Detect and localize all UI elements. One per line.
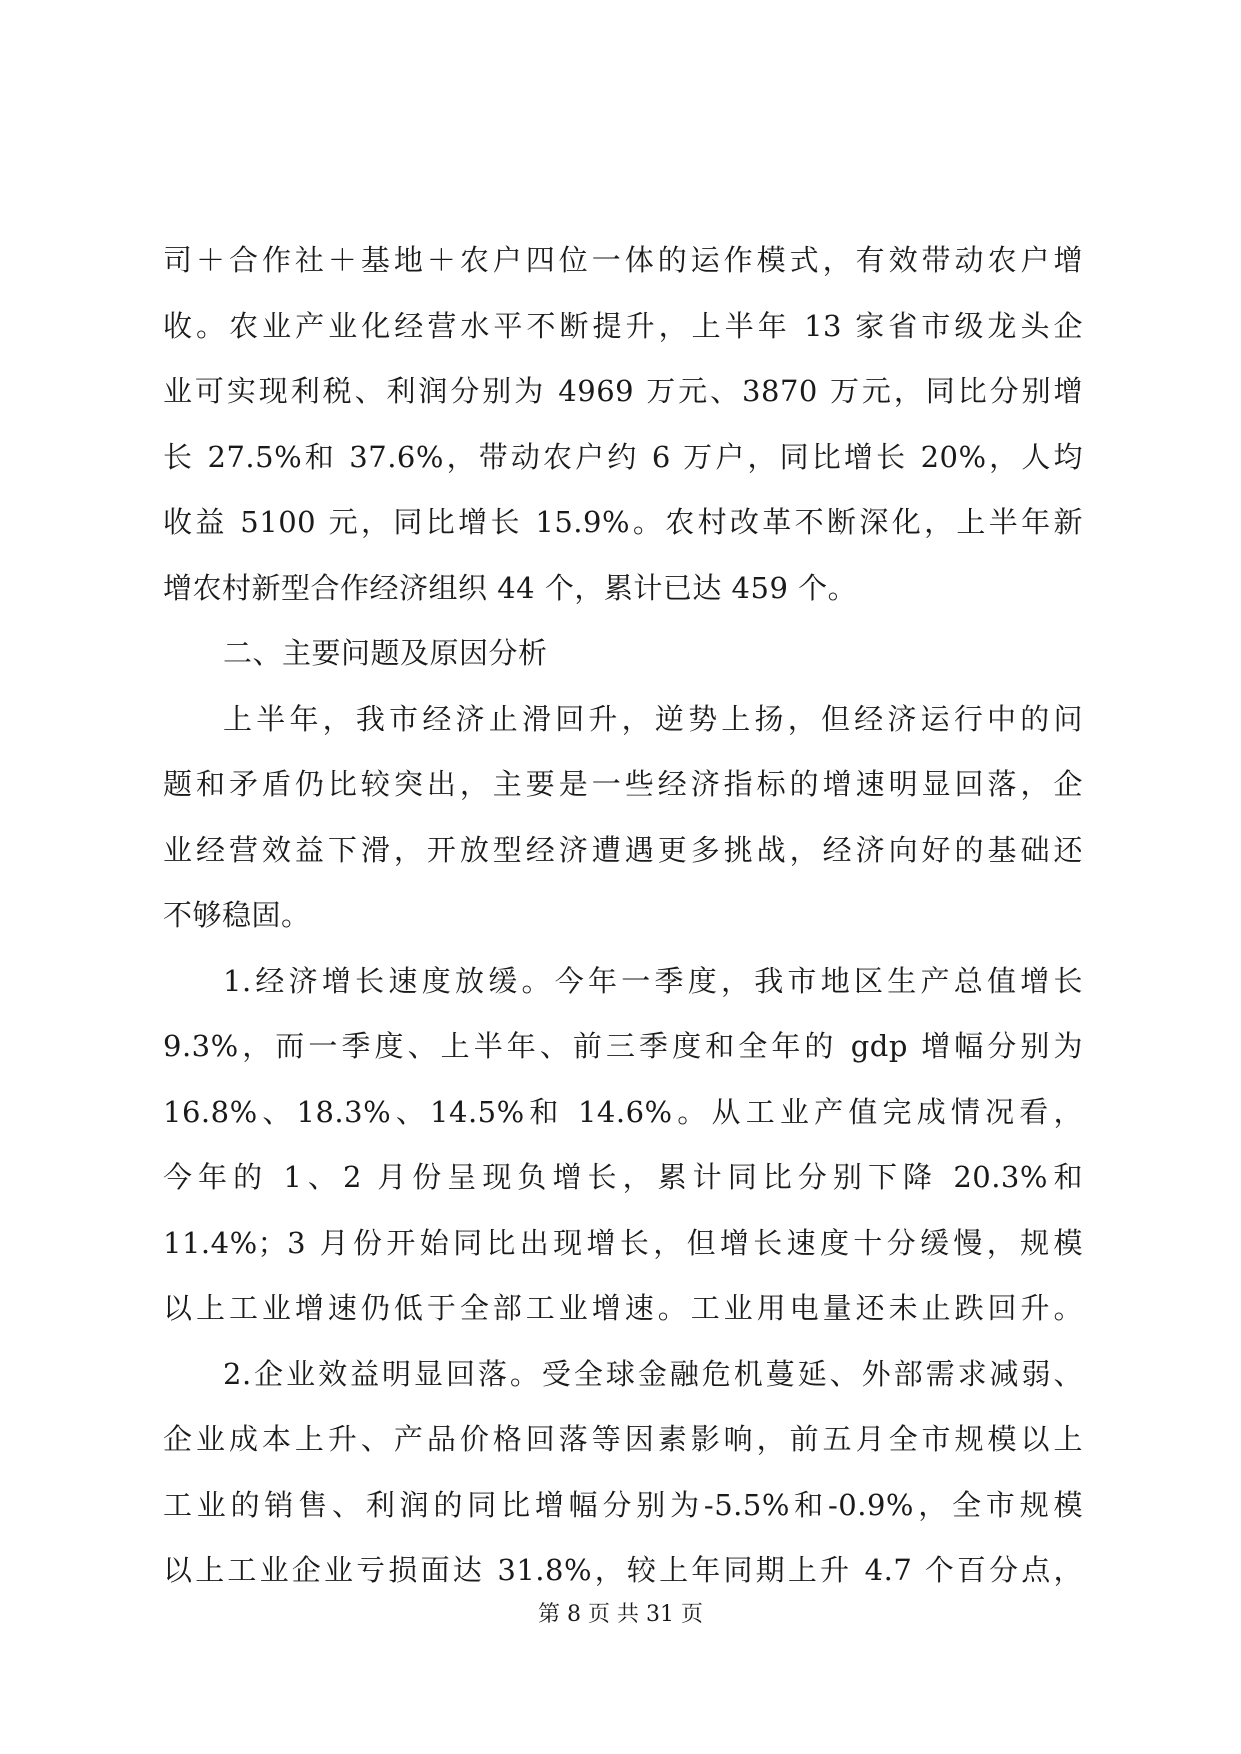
text-line: 9.3%，而一季度、上半年、前三季度和全年的 gdp 增幅分别为	[163, 1029, 1083, 1063]
document-body	[163, 228, 1083, 1604]
text-line: 题和矛盾仍比较突出，主要是一些经济指标的增速明显回落，企	[163, 767, 1083, 801]
text-line: 以上工业企业亏损面达 31.8%，较上年同期上升 4.7 个百分点，	[163, 1553, 1083, 1587]
text-line: 收益 5100 元，同比增长 15.9%。农村改革不断深化，上半年新	[163, 505, 1083, 539]
text-line: 长 27.5%和 37.6%，带动农户约 6 万户，同比增长 20%，人均	[163, 439, 1083, 474]
text-line: 业经营效益下滑，开放型经济遭遇更多挑战，经济向好的基础还	[163, 832, 1083, 867]
text-line: 2.企业效益明显回落。受全球金融危机蔓延、外部需求减弱、	[223, 1356, 1083, 1391]
text-line: 1.经济增长速度放缓。今年一季度，我市地区生产总值增长	[223, 963, 1083, 998]
text-line: 司＋合作社＋基地＋农户四位一体的运作模式，有效带动农户增	[163, 243, 1083, 277]
text-line: 不够稳固。	[163, 898, 311, 932]
text-line: 今年的 1、2 月份呈现负增长，累计同比分别下降 20.3%和	[163, 1160, 1083, 1194]
text-line: 16.8%、18.3%、14.5%和 14.6%。从工业产值完成情况看，	[163, 1094, 1083, 1129]
text-line: 收。农业产业化经营水平不断提升，上半年 13 家省市级龙头企	[163, 308, 1083, 343]
text-line: 企业成本上升、产品价格回落等因素影响，前五月全市规模以上	[163, 1422, 1083, 1456]
text-line: 11.4%；3 月份开始同比出现增长，但增长速度十分缓慢，规模	[163, 1225, 1083, 1260]
text-line: 工业的销售、利润的同比增幅分别为-5.5%和-0.9%，全市规模	[163, 1487, 1083, 1522]
text-line: 上半年，我市经济止滑回升，逆势上扬，但经济运行中的问	[223, 701, 1083, 736]
text-line: 业可实现利税、利润分别为 4969 万元、3870 万元，同比分别增	[163, 374, 1083, 408]
text-line: 二、主要问题及原因分析	[223, 636, 548, 670]
page-footer: 第 8 页 共 31 页	[538, 1602, 703, 1627]
text-line: 增农村新型合作经济组织 44 个，累计已达 459 个。	[163, 570, 858, 605]
text-line: 以上工业增速仍低于全部工业增速。工业用电量还未止跌回升。	[163, 1291, 1083, 1325]
